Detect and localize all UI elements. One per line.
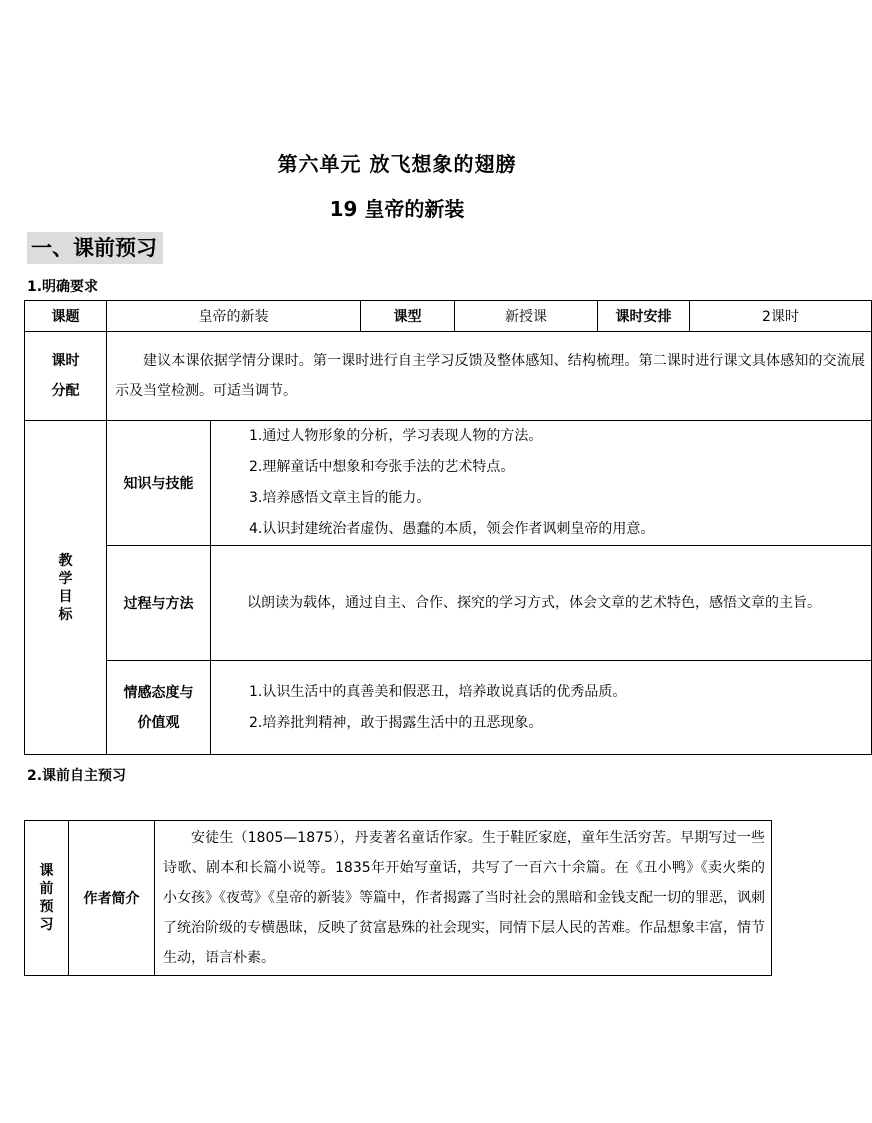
goals-label-char: 教: [58, 552, 73, 569]
allocation-label-line1: 课时: [51, 353, 80, 369]
preview-label: [25, 821, 69, 976]
goals-label: [25, 421, 107, 755]
list-item: 2.培养批判精神，敢于揭露生活中的丑恶现象。: [249, 714, 543, 731]
preview-label-char: 课: [39, 863, 54, 879]
list-item: 1.通过人物形象的分析，学习表现人物的方法。: [249, 428, 543, 444]
requirements-heading: 1.明确要求: [27, 279, 99, 295]
schedule-value: 2课时: [690, 301, 872, 332]
list-item: 1.认识生活中的真善美和假恶丑，培养敢说真话的优秀品质。: [249, 683, 627, 700]
schedule-label: 课时安排: [598, 301, 690, 332]
preview-table: [24, 820, 772, 976]
emotion-list: [211, 661, 872, 755]
self-preview-heading: 2.课前自主预习: [27, 768, 127, 784]
goals-label-char: 学: [58, 570, 73, 587]
unit-title: 第六单元 放飞想象的翅膀: [277, 152, 517, 176]
preview-label-char: 预: [39, 899, 54, 915]
allocation-text: 建议本课依据学情分课时。第一课时进行自主学习反馈及整体感知、结构梳理。第二课时进行课文具体感知的交流展示及当堂检测。可适当调节。: [107, 332, 872, 421]
lesson-title: 19 皇帝的新装: [329, 197, 465, 221]
allocation-label-line2: 分配: [51, 383, 80, 399]
list-item: 4.认识封建统治者虚伪、愚蠢的本质，领会作者讽刺皇帝的用意。: [249, 521, 655, 537]
preview-label-char: 前: [39, 881, 54, 897]
topic-value: 皇帝的新装: [107, 301, 361, 332]
allocation-label: [25, 332, 107, 421]
author-label: 作者简介: [69, 821, 155, 976]
type-value: 新授课: [455, 301, 598, 332]
section-heading: 一、课前预习: [27, 232, 163, 264]
emotion-label-line2: 价值观: [137, 714, 180, 731]
topic-label: 课题: [25, 301, 107, 332]
goals-label-char: 标: [58, 606, 73, 623]
process-label: 过程与方法: [107, 546, 211, 661]
list-item: 3.培养感悟文章主旨的能力。: [249, 490, 431, 506]
process-text: 以朗读为载体，通过自主、合作、探究的学习方式，体会文章的艺术特色，感悟文章的主旨。: [211, 546, 872, 661]
requirements-table: [24, 300, 872, 755]
knowledge-list: [211, 421, 872, 546]
list-item: 2.理解童话中想象和夸张手法的艺术特点。: [249, 459, 515, 475]
knowledge-label: 知识与技能: [107, 421, 211, 546]
type-label: 课型: [361, 301, 455, 332]
preview-label-char: 习: [39, 917, 54, 933]
author-text: 安徒生（1805—1875），丹麦著名童话作家。生于鞋匠家庭，童年生活穷苦。早期写过一些诗歌、剧本和长篇小说等。1835年开始写童话，共写了一百六十余篇。在《丑小鸭》《卖火柴的小女孩》《夜莺》《皇帝的新装》等篇中，作者揭露了当时社会的黑暗和金钱支配一切的罪恶，讽刺了统治阶级的专横愚昧，反映了贫富悬殊的社会现实，同情下层人民的苦难。作品想象丰富，情节生动，语言朴素。: [155, 821, 772, 976]
goals-label-char: 目: [58, 588, 73, 605]
emotion-label: [107, 661, 211, 755]
emotion-label-line1: 情感态度与: [123, 684, 194, 701]
